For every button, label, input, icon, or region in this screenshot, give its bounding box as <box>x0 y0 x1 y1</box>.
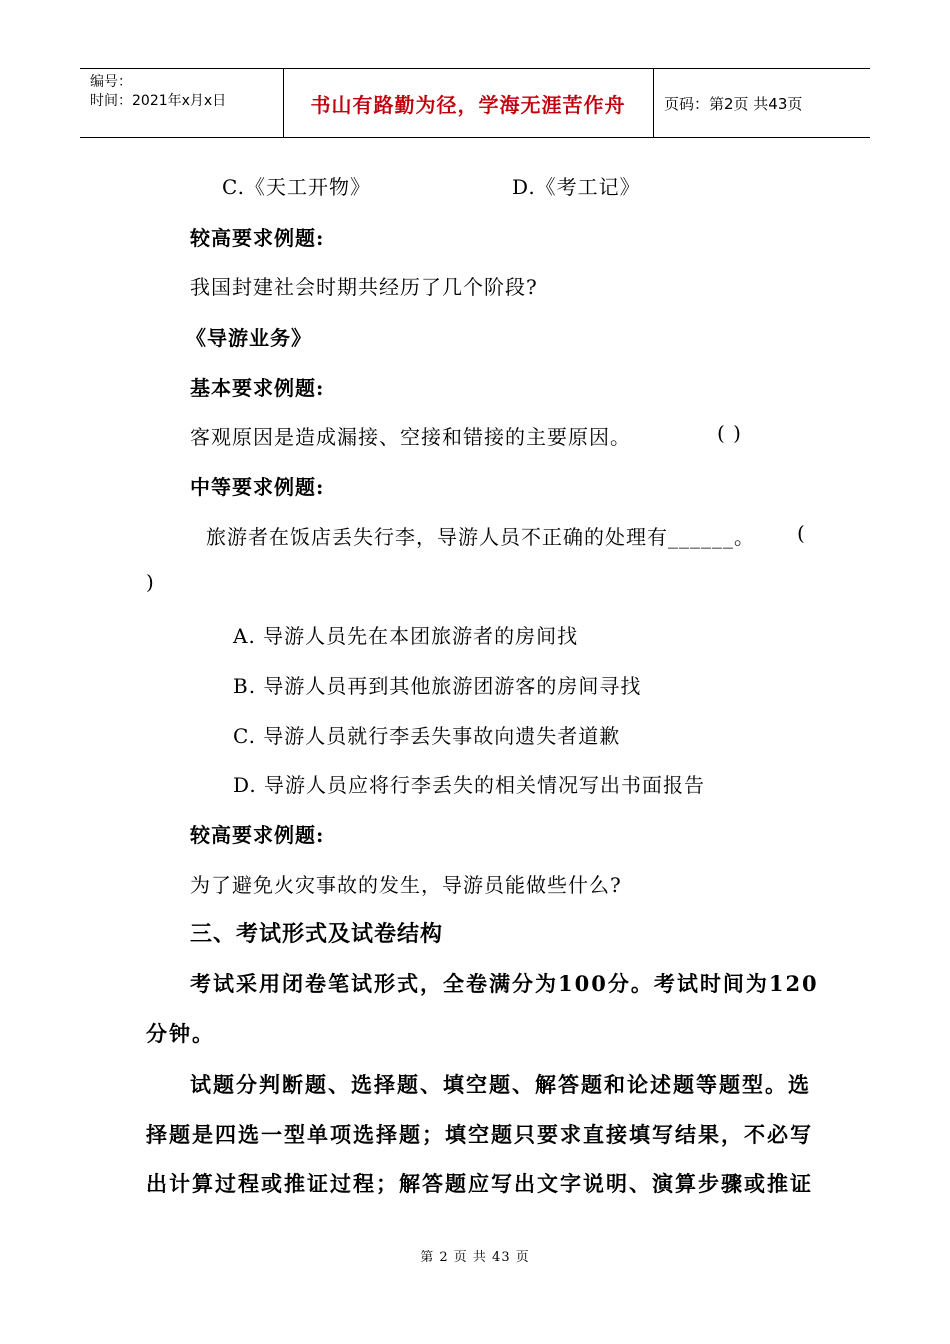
question-medium: 旅游者在饭店丢失行李，导游人员不正确的处理有______。 <box>206 525 755 549</box>
header-divider-right <box>653 69 654 137</box>
header-number-label: 编号： <box>90 74 132 90</box>
option-c-top: C.《天工开物》 <box>222 175 371 199</box>
exam-format-line-1: 考试采用闭卷笔试形式，全卷满分为100分。考试时间为120 <box>190 971 819 996</box>
page-header <box>80 68 870 138</box>
option-c: C. 导游人员就行李丢失事故向遗失者道歉 <box>233 724 621 748</box>
question-types-line-1: 试题分判断题、选择题、填空题、解答题和论述题等题型。选 <box>190 1072 811 1097</box>
question-types-line-2: 择题是四选一型单项选择题；填空题只要求直接填写结果，不必写 <box>146 1122 813 1147</box>
question-history: 我国封建社会时期共经历了几个阶段? <box>190 275 538 299</box>
option-a: A. 导游人员先在本团旅游者的房间找 <box>233 624 579 648</box>
header-time-label: 时间：2021年x月x日 <box>90 93 227 109</box>
page-footer: 第 2 页 共 43 页 <box>420 1250 530 1265</box>
heading-higher-requirement-1: 较高要求例题: <box>190 226 325 250</box>
question-fire: 为了避免火灾事故的发生，导游员能做些什么? <box>190 873 622 897</box>
heading-medium-requirement: 中等要求例题: <box>190 475 325 499</box>
question-types-line-3: 出计算过程或推证过程；解答题应写出文字说明、演算步骤或推证 <box>146 1171 813 1196</box>
exam-format-line-2: 分钟。 <box>146 1021 215 1046</box>
header-meta <box>90 73 280 111</box>
heading-higher-requirement-2: 较高要求例题: <box>190 823 325 847</box>
section-three-title: 三、考试形式及试卷结构 <box>190 921 444 947</box>
option-b: B. 导游人员再到其他旅游团游客的房间寻找 <box>233 674 642 698</box>
question-medium-paren-close: ) <box>146 570 155 594</box>
header-page-info: 页码：第2页 共43页 <box>664 94 803 113</box>
question-basic-paren: ( ) <box>717 421 742 445</box>
question-medium-paren-open: ( <box>797 521 806 545</box>
option-d-top: D.《考工记》 <box>512 175 641 199</box>
book-title: 《导游业务》 <box>186 326 312 350</box>
question-basic: 客观原因是造成漏接、空接和错接的主要原因。 <box>190 425 631 449</box>
heading-basic-requirement: 基本要求例题: <box>190 376 325 400</box>
option-d: D. 导游人员应将行李丢失的相关情况写出书面报告 <box>233 773 706 797</box>
header-motto: 书山有路勤为径，学海无涯苦作舟 <box>310 92 626 117</box>
